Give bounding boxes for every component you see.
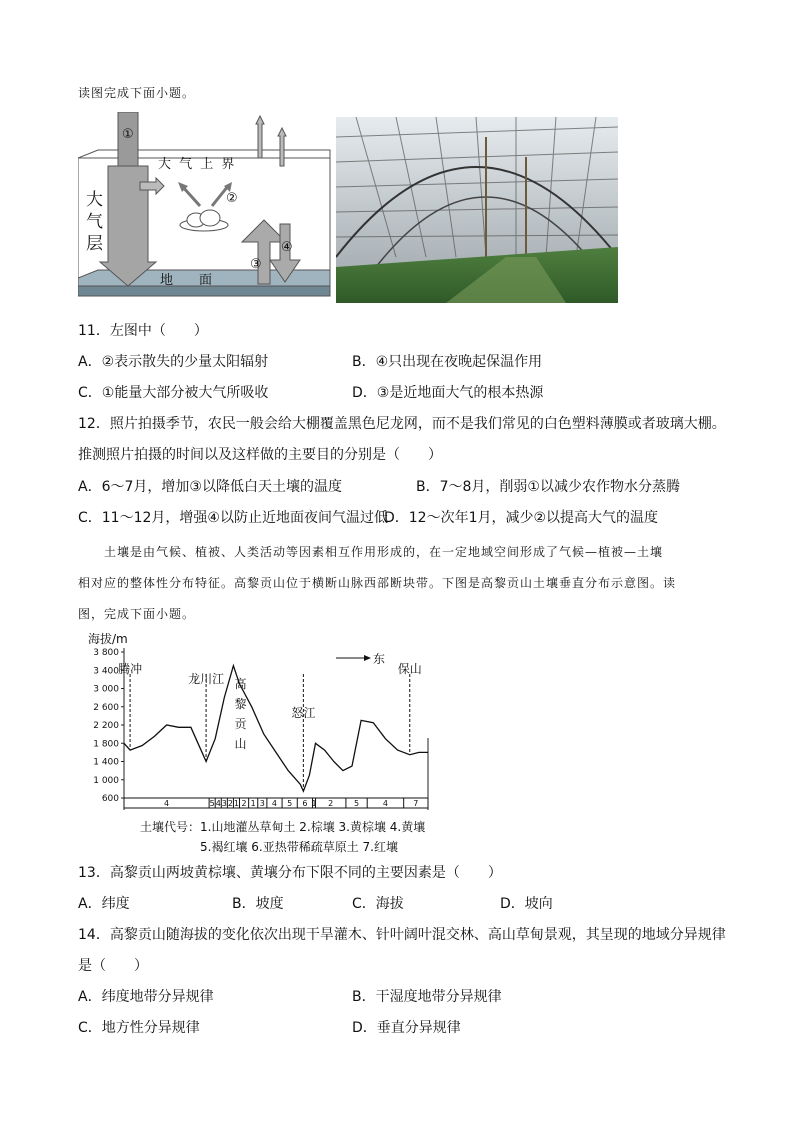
intro-text-1: 读图完成下面小题。	[78, 86, 196, 100]
ground-label: 地 面	[160, 273, 213, 288]
q11-option-c[interactable]: C．①能量大部分被大气所吸收	[78, 385, 269, 401]
marker-1: ①	[122, 127, 134, 142]
q11-stem: 11．左图中（ ）	[78, 323, 208, 339]
atmosphere-top-label: 大 气 上 界	[158, 157, 237, 172]
soil-band-code: 4	[382, 799, 388, 808]
y-tick-label: 2 600	[93, 702, 119, 713]
q14-stem-1: 14．高黎贡山随海拔的变化依次出现干旱灌木、针叶阔叶混交林、高山草甸景观，其呈现的地域分异规律	[78, 927, 726, 943]
q14-option-d[interactable]: D．垂直分异规律	[352, 1020, 461, 1036]
q11-option-d[interactable]: D．③是近地面大气的根本热源	[352, 385, 544, 401]
y-tick-label: 1 800	[93, 739, 119, 750]
soil-band-code: 1	[311, 799, 317, 808]
q11-option-b[interactable]: B．④只出现在夜晚起保温作用	[352, 354, 543, 370]
soil-band-code: 4	[164, 799, 170, 808]
soil-band-code: 5	[287, 799, 293, 808]
y-tick-label: 3 000	[93, 684, 119, 695]
marker-2: ②	[226, 191, 238, 206]
soil-band-code: 3	[221, 799, 227, 808]
soil-band-code: 1	[233, 799, 240, 808]
soil-band-code: 2	[241, 799, 247, 808]
place-label: 龙川江	[188, 672, 225, 686]
y-tick-label: 600	[101, 794, 119, 804]
soil-band-code: 5	[209, 799, 215, 808]
q13-option-d[interactable]: D．坡向	[500, 896, 553, 912]
soil-band-code: 7	[413, 799, 419, 808]
soil-legend-1: 1.山地灌丛草甸土 2.棕壤 3.黄棕壤 4.黄壤	[200, 820, 426, 834]
place-label: 怒江	[291, 706, 316, 720]
q12-option-d[interactable]: D．12～次年1月，减少②以提高大气的温度	[384, 510, 659, 526]
q13-option-b[interactable]: B．坡度	[232, 896, 284, 912]
direction-label: 东	[373, 652, 386, 666]
direction-arrowhead	[364, 655, 371, 661]
intro-text-2-line-2: 相对应的整体性分布特征。高黎贡山位于横断山脉西部断块带。下图是高黎贡山土壤垂直分布示意图。读	[78, 576, 677, 590]
soil-band-code: 2	[227, 799, 233, 808]
intro-text-2-line-3: 图，完成下面小题。	[78, 607, 196, 621]
q12-stem-1: 12．照片拍摄季节，农民一般会给大棚覆盖黑色尼龙网，而不是我们常见的白色塑料薄膜或者玻璃大棚。	[78, 416, 726, 432]
q12-stem-2: 推测照片拍摄的时间以及这样做的主要目的分别是（ ）	[78, 447, 442, 463]
soil-band-code: 5	[354, 799, 360, 808]
atmosphere-layer-label-1: 大	[86, 190, 103, 210]
intro-text-2-line-1: 土壤是由气候、植被、人类活动等因素相互作用形成的，在一定地域空间形成了气候—植被—土壤	[104, 545, 664, 559]
marker-3: ③	[250, 257, 262, 272]
soil-band-code: 3	[259, 799, 265, 808]
place-label: 高黎贡山	[234, 677, 247, 751]
q14-option-c[interactable]: C．地方性分异规律	[78, 1020, 200, 1036]
place-label: 腾冲	[118, 662, 143, 676]
marker-4: ④	[281, 240, 293, 255]
y-tick-label: 3 800	[93, 648, 119, 658]
q12-option-b[interactable]: B．7～8月，削弱①以减少农作物水分蒸腾	[416, 479, 680, 495]
q14-option-b[interactable]: B．干湿度地带分异规律	[352, 989, 502, 1005]
q11-option-a[interactable]: A．②表示散失的少量太阳辐射	[78, 354, 269, 370]
q14-option-a[interactable]: A．纬度地带分异规律	[78, 989, 214, 1005]
q14-stem-2: 是（ ）	[78, 958, 148, 974]
y-axis-label: 海拔/m	[88, 632, 128, 646]
y-tick-label: 3 400	[93, 666, 119, 677]
place-label: 保山	[397, 662, 422, 676]
q13-option-c[interactable]: C．海拔	[352, 896, 404, 912]
soil-band-code: 4	[271, 799, 278, 808]
q12-option-c[interactable]: C．11～12月，增强④以防止近地面夜间气温过低	[78, 510, 388, 526]
terrain-profile-line	[124, 666, 428, 792]
soil-band-code: 4	[215, 799, 221, 808]
soil-legend-label: 土壤代号：	[140, 820, 201, 834]
soil-band-code: 1	[250, 799, 256, 808]
y-tick-label: 2 200	[93, 721, 119, 731]
soil-band-code: 6	[302, 799, 308, 808]
atmosphere-layer-label-2: 气	[86, 212, 103, 232]
y-tick-label: 1 400	[93, 757, 119, 768]
greenhouse-photo	[336, 117, 618, 303]
q12-option-a[interactable]: A．6～7月，增加③以降低白天土壤的温度	[78, 479, 342, 495]
soil-band-code: 2	[328, 799, 334, 808]
q13-option-a[interactable]: A．纬度	[78, 896, 130, 912]
atmosphere-layer-label-3: 层	[86, 234, 103, 254]
y-tick-label: 1 000	[93, 775, 119, 786]
soil-legend-2: 5.褐红壤 6.亚热带稀疏草原土 7.红壤	[200, 840, 398, 854]
q13-stem: 13．高黎贡山两坡黄棕壤、黄壤分布下限不同的主要因素是（ ）	[78, 865, 502, 881]
